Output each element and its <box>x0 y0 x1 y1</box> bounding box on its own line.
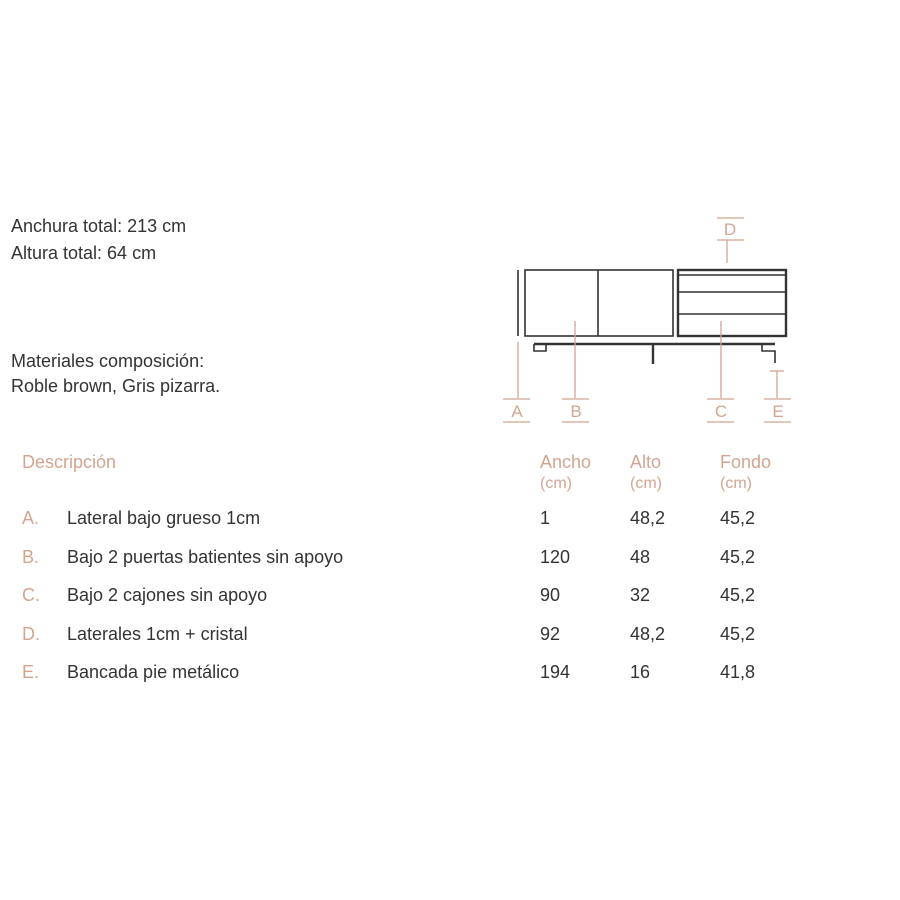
row-alto: 48 <box>630 546 651 567</box>
diagram-label-e: E <box>772 402 784 421</box>
dimensions-summary <box>11 213 186 267</box>
diagram-label-d: D <box>723 220 737 239</box>
materials-title: Materiales composición: <box>11 351 205 371</box>
total-width: Anchura total: 213 cm <box>11 216 187 236</box>
row-letter: D. <box>22 623 40 644</box>
row-alto: 48,2 <box>630 623 666 644</box>
row-fondo: 45,2 <box>720 623 756 644</box>
header-fondo-label: Fondo <box>720 452 772 472</box>
row-fondo: 45,2 <box>720 508 756 528</box>
materials-block <box>11 349 220 399</box>
header-fondo-unit: (cm) <box>720 475 752 492</box>
diagram-label-c: C <box>714 402 728 421</box>
row-letter: C. <box>22 585 40 605</box>
row-ancho: 92 <box>540 623 561 644</box>
row-ancho: 1 <box>540 508 551 528</box>
base-foot-right <box>762 344 775 363</box>
furniture-diagram <box>490 205 810 435</box>
row-letter: A. <box>22 508 40 528</box>
header-alto <box>630 451 662 495</box>
table-row <box>0 508 900 547</box>
row-fondo: 41,8 <box>720 662 756 682</box>
row-description: Laterales 1cm + cristal <box>67 623 248 644</box>
header-fondo <box>720 451 771 495</box>
parts-table <box>0 508 900 701</box>
materials-value: Roble brown, Gris pizarra. <box>11 376 221 396</box>
header-descripcion: Descripción <box>22 452 117 472</box>
total-height: Altura total: 64 cm <box>11 243 157 263</box>
row-description: Bajo 2 cajones sin apoyo <box>67 585 268 605</box>
table-row <box>0 662 900 701</box>
row-description: Lateral bajo grueso 1cm <box>67 508 261 528</box>
drawer-unit-c <box>678 270 786 336</box>
table-row <box>0 624 900 663</box>
row-alto: 32 <box>630 585 651 605</box>
table-row <box>0 585 900 624</box>
header-alto-label: Alto <box>630 452 662 472</box>
diagram-label-a: A <box>511 402 523 421</box>
header-ancho-label: Ancho <box>540 452 592 472</box>
row-description: Bajo 2 puertas batientes sin apoyo <box>67 546 344 567</box>
row-ancho: 194 <box>540 662 571 682</box>
row-fondo: 45,2 <box>720 546 756 567</box>
diagram-label-b: B <box>570 402 582 421</box>
header-ancho-unit: (cm) <box>540 475 572 492</box>
row-description: Bancada pie metálico <box>67 662 240 682</box>
row-letter: B. <box>22 546 40 567</box>
header-alto-unit: (cm) <box>630 475 662 492</box>
row-alto: 48,2 <box>630 508 666 528</box>
cabinet-b <box>525 270 673 336</box>
row-letter: E. <box>22 662 40 682</box>
row-alto: 16 <box>630 662 651 682</box>
row-ancho: 90 <box>540 585 561 605</box>
table-row <box>0 547 900 586</box>
row-fondo: 45,2 <box>720 585 756 605</box>
row-ancho: 120 <box>540 546 571 567</box>
header-ancho <box>540 451 591 495</box>
